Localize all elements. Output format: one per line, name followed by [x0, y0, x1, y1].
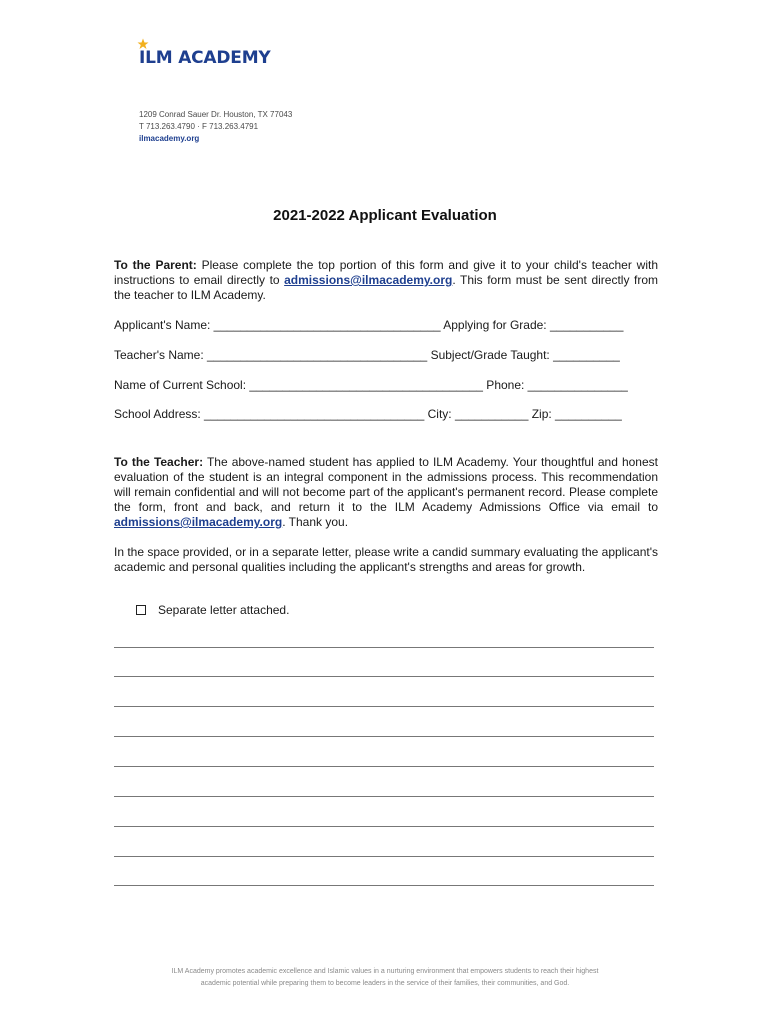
writing-line[interactable] [114, 856, 654, 857]
school-address-row[interactable]: School Address: _________________________________ City: ___________ Zip: __________ [114, 407, 622, 421]
writing-line[interactable] [114, 706, 654, 707]
teacher-lead: To the Teacher: [114, 455, 204, 469]
writing-line[interactable] [114, 736, 654, 737]
footer-line-1: ILM Academy promotes academic excellence and Islamic values in a nurturing environment that empowers students to reach their highest [171, 968, 599, 975]
separate-letter-checkbox[interactable] [136, 605, 146, 615]
separate-letter-checkbox-row[interactable] [136, 603, 289, 618]
current-school-row[interactable]: Name of Current School: ___________________________________ Phone: _______________ [114, 378, 628, 392]
writing-line[interactable] [114, 676, 654, 677]
letterhead-contact [139, 109, 292, 145]
phone-fax-line: T 713.263.4790 · F 713.263.4791 [139, 122, 259, 131]
footer-mission-statement [0, 966, 770, 990]
page-title: 2021-2022 Applicant Evaluation [273, 207, 497, 224]
admissions-email-link[interactable]: admissions@ilmacademy.org [284, 273, 453, 287]
writing-line[interactable] [114, 766, 654, 767]
teacher-text-before: The above-named student has applied to ILM Academy. Your thoughtful and honest evaluation of the student is an integral component in the admissions process. This recommendation will remain confidential and will not become part of the applicant's permanent record. Please complete the form, front and back, and return it to the ILM Academy Admissions Office via email to [114, 455, 658, 514]
writing-line[interactable] [114, 647, 654, 648]
writing-line[interactable] [114, 826, 654, 827]
parent-text-before: Please complete the top portion of this form and give it to your child's teacher with instructions to email directly to [114, 258, 659, 287]
parent-text-after: . This form must be sent directly from the teacher to ILM Academy. [114, 273, 658, 302]
parent-lead: To the Parent: [114, 258, 197, 272]
address-line: 1209 Conrad Sauer Dr. Houston, TX 77043 [139, 110, 293, 119]
admissions-email-link-2[interactable]: admissions@ilmacademy.org [114, 515, 283, 529]
summary-instructions: In the space provided, or in a separate letter, please write a candid summary evaluating the applicant's academic and personal qualities including the applicant's strengths and areas for growth. [114, 545, 658, 574]
brand-name: ILM ACADEMY [139, 48, 271, 68]
applicant-name-row[interactable]: Applicant's Name: __________________________________ Applying for Grade: ___________ [114, 318, 624, 332]
writing-line[interactable] [114, 796, 654, 797]
writing-line[interactable] [114, 885, 654, 886]
checkbox-label: Separate letter attached. [158, 603, 290, 617]
footer-line-2: academic potential while preparing them to become leaders in the service of their families, their communities, and God. [200, 980, 570, 987]
teacher-text-after: . Thank you. [282, 515, 349, 529]
website-line: ilmacademy.org [139, 134, 200, 143]
teacher-name-row[interactable]: Teacher's Name: _________________________________ Subject/Grade Taught: __________ [114, 348, 620, 362]
teacher-instructions [114, 455, 658, 530]
parent-instructions [114, 258, 658, 303]
